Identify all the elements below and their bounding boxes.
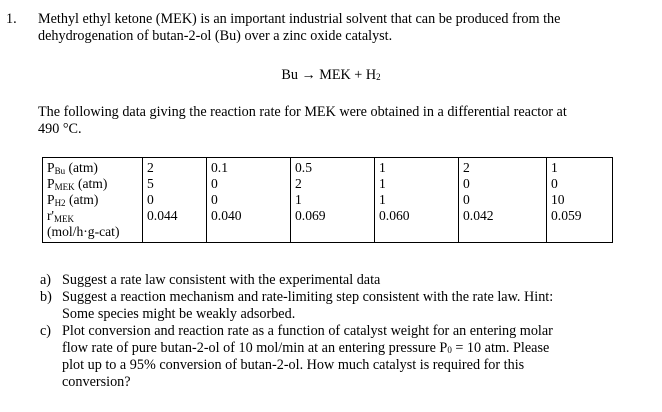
label-p-h2: $P_{H2}$ (atm) bbox=[47, 192, 99, 208]
problem-intro bbox=[38, 11, 638, 45]
cell-p-bu: 2 bbox=[463, 160, 470, 175]
question-number: 1. bbox=[6, 11, 17, 27]
part-label: b) bbox=[40, 289, 52, 305]
cell-p-h2: 0 bbox=[147, 192, 154, 207]
data-column bbox=[291, 158, 375, 243]
intro-line: Methyl ethyl ketone (MEK) is an important industrial solvent that can be produced from the bbox=[38, 11, 561, 27]
cell-p-mek: 0 bbox=[211, 176, 218, 191]
cell-p-bu: 0.1 bbox=[211, 160, 228, 175]
right-arrow-icon: → bbox=[301, 67, 316, 83]
cell-rate: 0.040 bbox=[211, 208, 242, 223]
equation-products: MEK + H bbox=[319, 67, 377, 83]
data-intro bbox=[38, 104, 648, 138]
label-rate-unit: (mol/h·g-cat) bbox=[47, 224, 120, 239]
cell-p-mek: 5 bbox=[147, 176, 154, 191]
cell-p-h2: 0 bbox=[463, 192, 470, 207]
data-column bbox=[459, 158, 547, 243]
part-label: c) bbox=[40, 323, 52, 339]
cell-p-h2: 1 bbox=[379, 192, 386, 207]
cell-p-bu: 1 bbox=[379, 160, 386, 175]
cell-p-h2: 1 bbox=[295, 192, 302, 207]
table-row bbox=[43, 158, 613, 243]
cell-p-mek: 0 bbox=[551, 176, 558, 191]
data-column bbox=[547, 158, 613, 243]
data-intro-line: 490 °C. bbox=[38, 121, 82, 137]
cell-rate: 0.042 bbox=[463, 208, 494, 223]
rate-data-table bbox=[42, 157, 613, 243]
label-p-bu: $P_{Bu}$ (atm) bbox=[47, 160, 98, 176]
label-p-mek: $P_{MEK}$ (atm) bbox=[47, 176, 108, 192]
part-line: flow rate of pure butan-2-ol of 10 mol/min at an entering pressure $P_0 = 10$ atm. Please bbox=[62, 340, 550, 356]
data-column bbox=[143, 158, 207, 243]
part-line: Some species might be weakly adsorbed. bbox=[62, 306, 296, 322]
label-rate-mek: $r'_{MEK}$ bbox=[47, 208, 74, 224]
intro-line: dehydrogenation of butan-2-ol (Bu) over a zinc oxide catalyst. bbox=[38, 28, 393, 44]
cell-rate: 0.059 bbox=[551, 208, 582, 223]
cell-p-h2: 0 bbox=[211, 192, 218, 207]
cell-rate: 0.044 bbox=[147, 208, 178, 223]
part-c bbox=[40, 323, 640, 391]
cell-p-bu: 0.5 bbox=[295, 160, 312, 175]
equation-reactant: Bu bbox=[281, 67, 298, 83]
equation-subscript: 2 bbox=[376, 72, 381, 82]
part-line: plot up to a 95% conversion of butan-2-ol. How much catalyst is required for this bbox=[62, 357, 525, 373]
part-line: Suggest a reaction mechanism and rate-limiting step consistent with the rate law. Hint: bbox=[62, 289, 554, 305]
reaction-equation bbox=[0, 67, 662, 84]
data-intro-line: The following data giving the reaction rate for MEK were obtained in a differential reactor at bbox=[38, 104, 567, 120]
part-label: a) bbox=[40, 272, 52, 288]
part-line: Suggest a rate law consistent with the experimental data bbox=[62, 272, 381, 288]
part-line: conversion? bbox=[62, 374, 131, 390]
row-labels-cell bbox=[43, 158, 143, 243]
cell-p-bu: 2 bbox=[147, 160, 154, 175]
cell-p-bu: 1 bbox=[551, 160, 558, 175]
question-parts bbox=[40, 272, 640, 391]
cell-rate: 0.069 bbox=[295, 208, 326, 223]
cell-p-mek: 2 bbox=[295, 176, 302, 191]
cell-rate: 0.060 bbox=[379, 208, 410, 223]
cell-p-mek: 0 bbox=[463, 176, 470, 191]
part-a bbox=[40, 272, 640, 289]
cell-p-h2: 10 bbox=[551, 192, 565, 207]
data-column bbox=[375, 158, 459, 243]
part-b bbox=[40, 289, 640, 323]
cell-p-mek: 1 bbox=[379, 176, 386, 191]
data-column bbox=[207, 158, 291, 243]
part-line: Plot conversion and reaction rate as a function of catalyst weight for an entering molar bbox=[62, 323, 553, 339]
